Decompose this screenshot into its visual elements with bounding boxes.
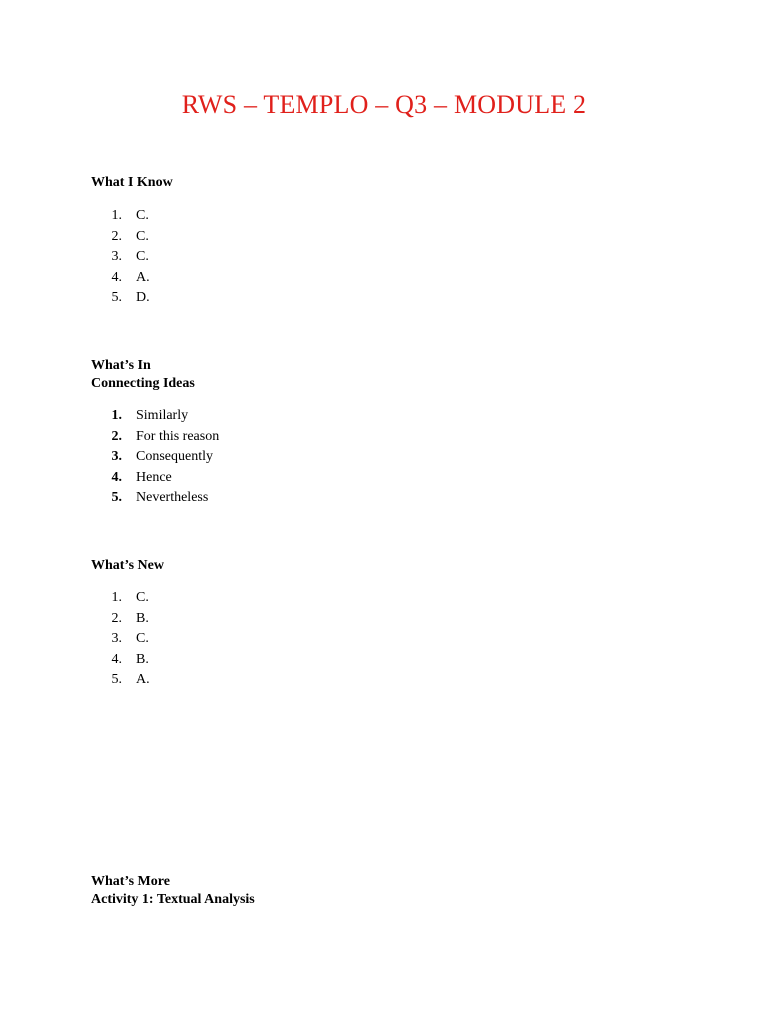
item-number: 1. [111, 408, 122, 423]
item-number: 4. [111, 651, 122, 667]
item-number: 5. [111, 290, 122, 305]
item-number: 2. [111, 428, 122, 444]
document-title: RWS – TEMPLO – Q3 – MODULE 2 [181, 90, 587, 119]
item-answer: Hence [136, 469, 172, 485]
item-answer: Consequently [136, 449, 213, 464]
heading-what-i-know: What I Know [91, 175, 173, 190]
item-number: 5. [111, 490, 122, 505]
item-number: 2. [111, 228, 122, 244]
item-answer: B. [136, 610, 149, 626]
item-answer: B. [136, 651, 149, 667]
item-number: 1. [111, 590, 122, 605]
item-number: 3. [111, 449, 122, 464]
item-number: 4. [111, 269, 122, 285]
item-answer: Nevertheless [136, 490, 209, 505]
heading-whats-more: What’s More [91, 874, 170, 889]
item-number: 1. [111, 208, 122, 223]
heading-whats-new: What’s New [91, 558, 164, 573]
subheading-activity-1: Activity 1: Textual Analysis [91, 892, 255, 907]
item-answer: C. [136, 228, 149, 244]
item-answer: A. [136, 672, 150, 687]
item-number: 5. [111, 672, 122, 687]
item-answer: C. [136, 631, 149, 646]
item-answer: Similarly [136, 408, 189, 423]
item-number: 3. [111, 631, 122, 646]
item-answer: D. [136, 290, 150, 305]
item-number: 4. [111, 469, 122, 485]
heading-whats-in: What’s In [91, 358, 151, 373]
item-answer: A. [136, 269, 150, 285]
item-number: 3. [111, 249, 122, 264]
item-answer: For this reason [136, 428, 220, 444]
item-answer: C. [136, 208, 149, 223]
item-answer: C. [136, 249, 149, 264]
subheading-connecting-ideas: Connecting Ideas [91, 376, 195, 391]
item-answer: C. [136, 590, 149, 605]
item-number: 2. [111, 610, 122, 626]
